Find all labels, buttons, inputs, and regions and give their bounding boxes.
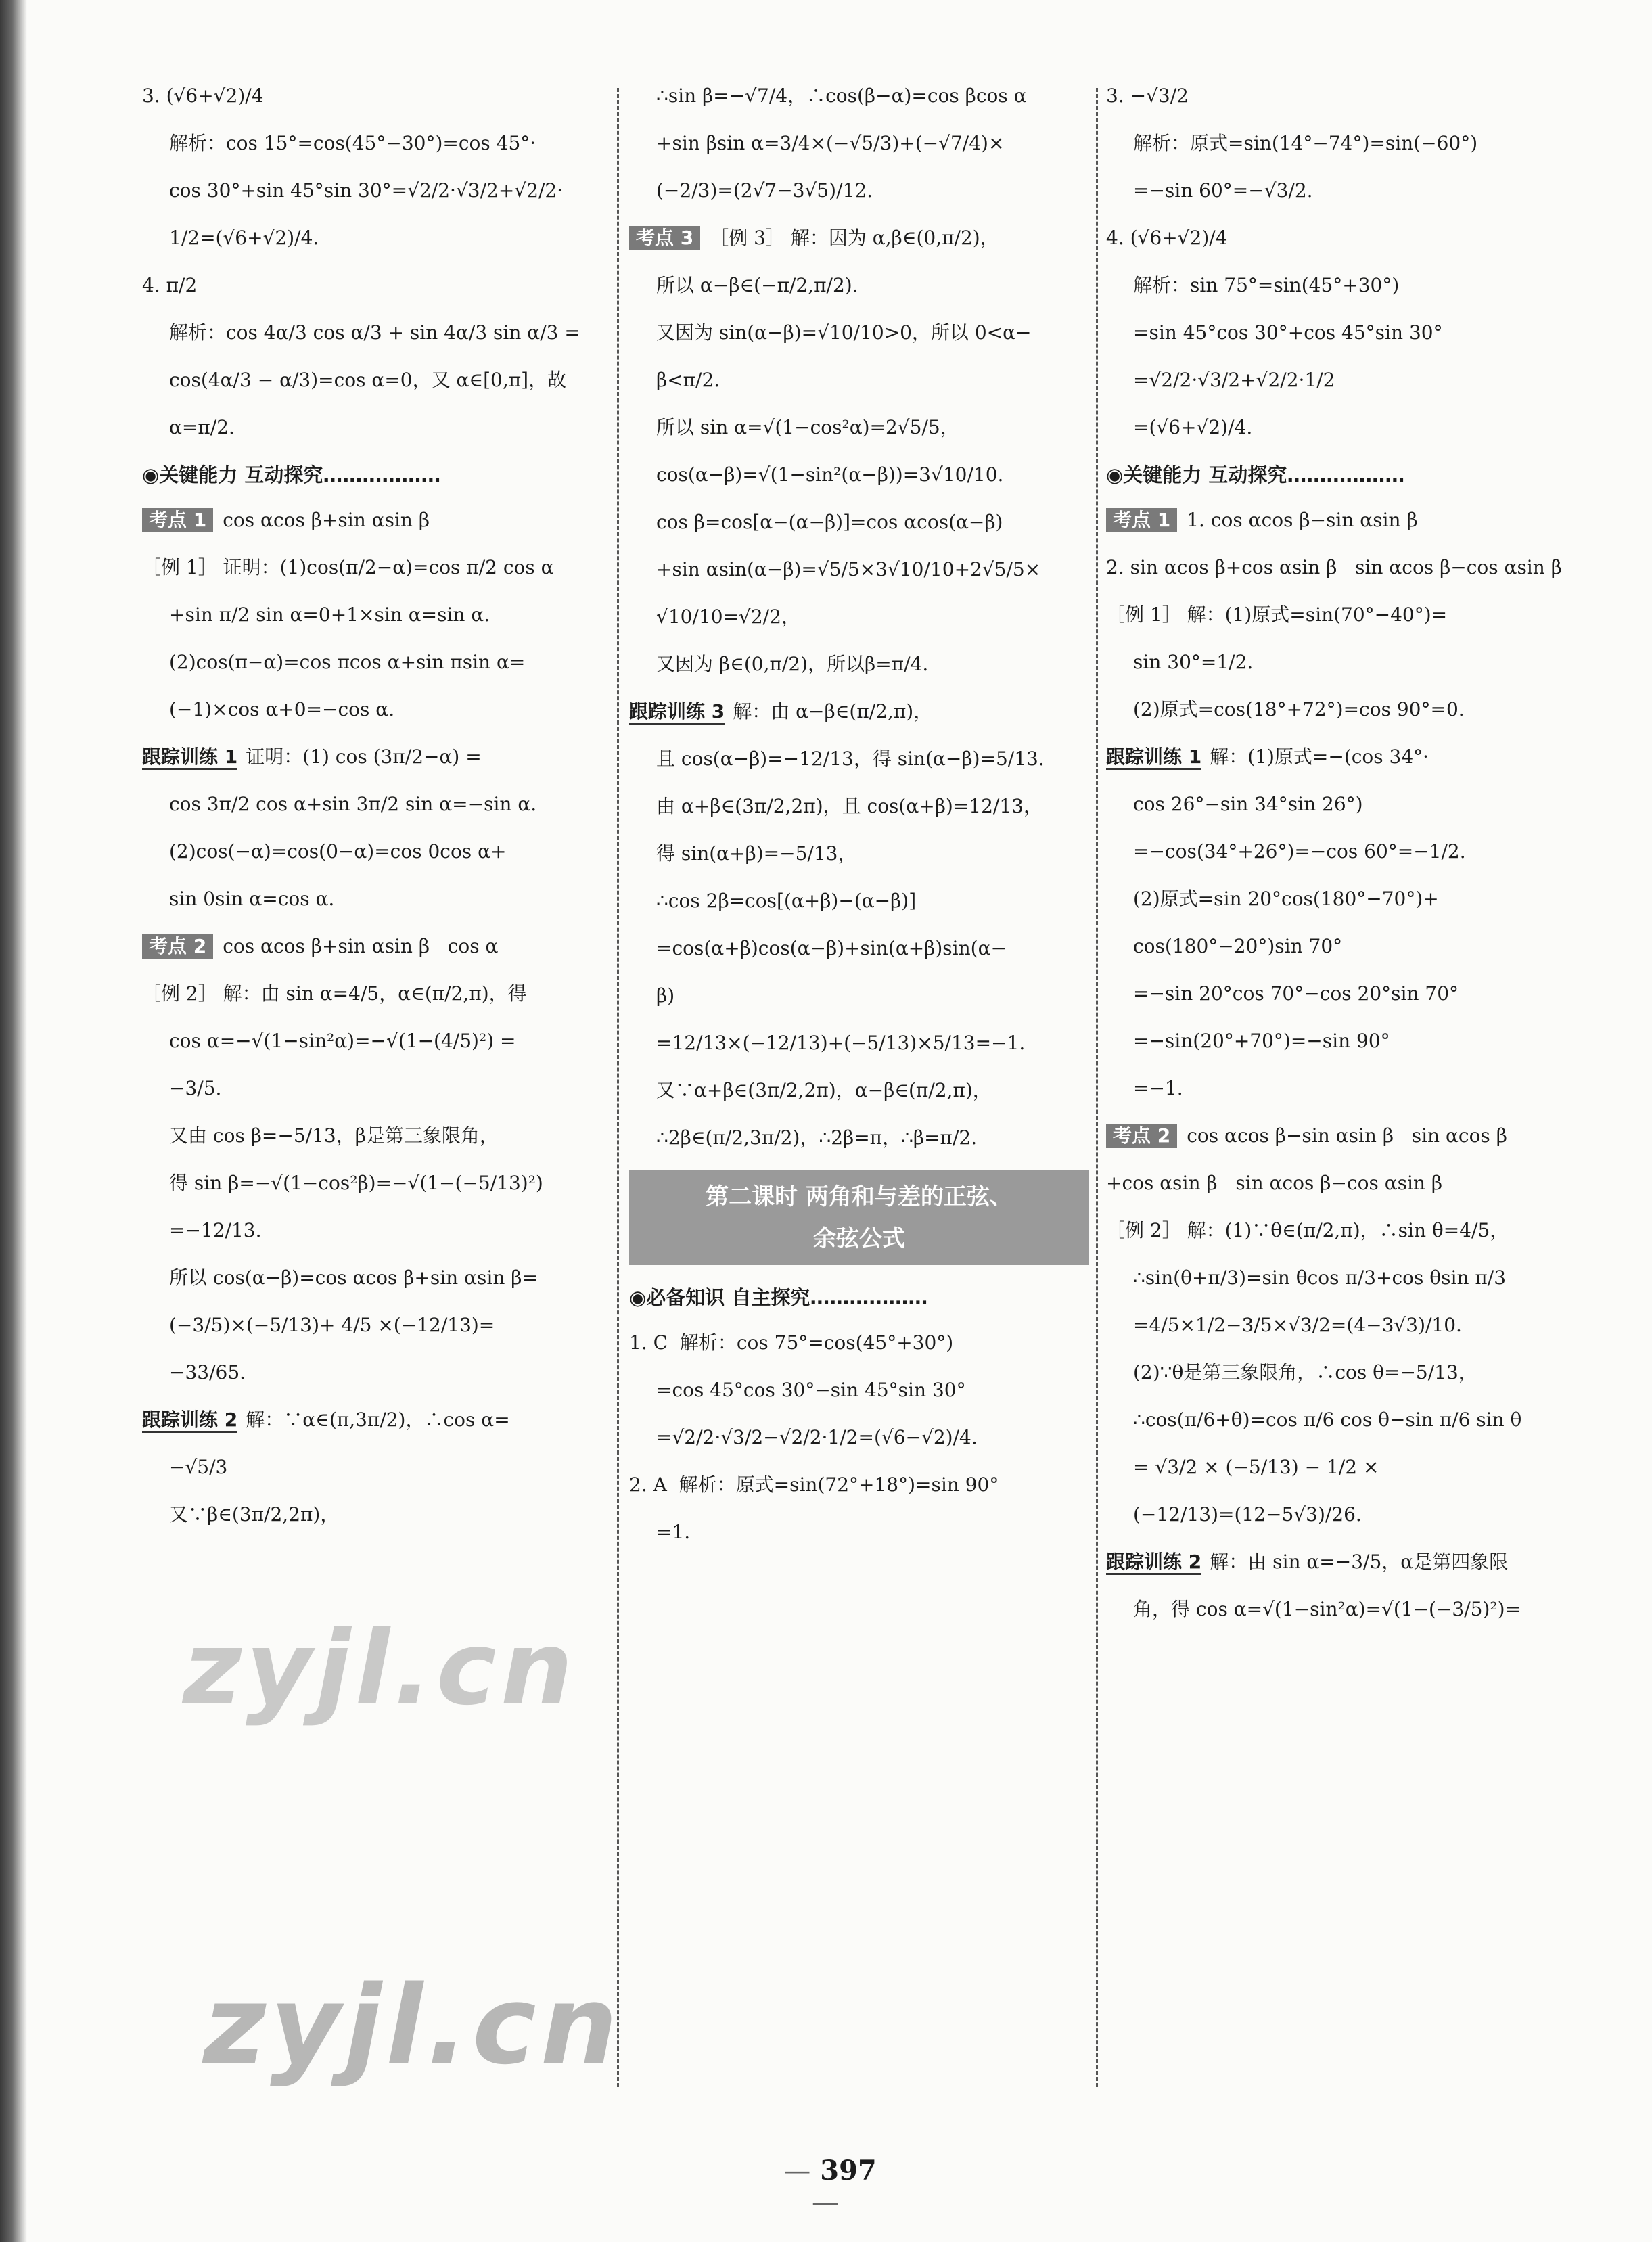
text-line: (2)∵θ是第三象限角，∴cos θ=−5/13， xyxy=(1133,1361,1477,1383)
topic-line xyxy=(142,932,609,961)
text-line: 所以 α−β∈(−π/2,π/2). xyxy=(656,274,858,296)
text-line: 角，得 cos α=√(1−sin²α)=√(1−(−3/5)²)= xyxy=(1133,1598,1521,1620)
text-line: 解析：cos 15°=cos(45°−30°)=cos 45°· xyxy=(169,132,536,154)
text-line: 又因为 sin(α−β)=√10/10>0，所以 0<α− xyxy=(656,321,1032,344)
text-line: 解析：cos 4α/3 cos α/3 + sin 4α/3 sin α/3 = xyxy=(169,321,580,344)
topic-line xyxy=(629,223,1089,253)
text-line: +sin π/2 sin α=0+1×sin α=sin α. xyxy=(169,603,490,626)
text-line: cos(4α/3 − α/3)=cos α=0，又 α∈[0,π]，故 xyxy=(169,369,567,391)
text-line: =12/13×(−12/13)+(−5/13)×5/13=−1. xyxy=(656,1032,1026,1054)
text-line: 1. C 解析：cos 75°=cos(45°+30°) xyxy=(629,1331,954,1354)
text-line: β) xyxy=(656,984,675,1007)
column-divider xyxy=(1096,88,1098,2087)
text-line: =sin 45°cos 30°+cos 45°sin 30° xyxy=(1133,321,1443,344)
text-line: 得 sin β=−√(1−cos²β)=−√(1−(−5/13)²) xyxy=(169,1172,543,1194)
text-line: (2)原式=cos(18°+72°)=cos 90°=0. xyxy=(1133,698,1465,720)
text-line: cos 3π/2 cos α+sin 3π/2 sin α=−sin α. xyxy=(169,793,537,815)
exercise-line xyxy=(142,1405,609,1435)
topic-text: 1. cos αcos β−sin αsin β xyxy=(1187,509,1418,531)
exercise-text: 解：由 α−β∈(π/2,π)， xyxy=(733,700,933,723)
column-right xyxy=(1106,81,1573,2073)
topic-line xyxy=(1106,505,1573,535)
text-line: 3. −√3/2 xyxy=(1106,85,1189,107)
topic-tag: 考点 2 xyxy=(142,934,213,959)
text-line: +sin αsin(α−β)=√5/5×3√10/10+2√5/5× xyxy=(656,558,1041,580)
text-line: ［例 1］ 证明：(1)cos(π/2−α)=cos π/2 cos α xyxy=(142,556,554,578)
column-middle xyxy=(629,81,1089,2073)
section-heading: ◉关键能力 互动探究……………… xyxy=(142,463,441,486)
text-line: 2. sin αcos β+cos αsin β sin αcos β−cos αsin β xyxy=(1106,556,1562,578)
column-left xyxy=(142,81,609,2073)
text-line: =cos 45°cos 30°−sin 45°sin 30° xyxy=(656,1379,966,1401)
text-line: =−sin 60°=−√3/2. xyxy=(1133,179,1313,202)
text-line: (2)原式=sin 20°cos(180°−70°)+ xyxy=(1133,888,1439,910)
text-line: (2)cos(π−α)=cos πcos α+sin πsin α= xyxy=(169,651,526,673)
text-line: −√5/3 xyxy=(169,1456,228,1478)
topic-tag: 考点 1 xyxy=(1106,508,1177,532)
text-line: (−12/13)=(12−5√3)/26. xyxy=(1133,1503,1362,1526)
topic-line xyxy=(1106,1121,1573,1151)
text-line: 又因为 β∈(0,π/2)，所以β=π/4. xyxy=(656,653,929,675)
text-line: =−1. xyxy=(1133,1077,1183,1099)
exercise-label: 跟踪训练 3 xyxy=(629,700,725,725)
text-line: 又∵α+β∈(3π/2,2π)，α−β∈(π/2,π)， xyxy=(656,1079,992,1101)
text-line: 4. π/2 xyxy=(142,274,198,296)
text-line: ∴sin β=−√7/4，∴cos(β−α)=cos βcos α xyxy=(656,85,1027,107)
exercise-label: 跟踪训练 1 xyxy=(142,746,237,770)
text-line: α=π/2. xyxy=(169,416,235,438)
text-line: −33/65. xyxy=(169,1361,246,1383)
text-line: ∴cos(π/6+θ)=cos π/6 cos θ−sin π/6 sin θ xyxy=(1133,1409,1522,1431)
topic-line xyxy=(142,505,609,535)
exercise-text: 解：(1)原式=−(cos 34°· xyxy=(1210,746,1429,768)
column-divider xyxy=(617,88,619,2087)
text-line: cos(α−β)=√(1−sin²(α−β))=3√10/10. xyxy=(656,463,1004,486)
text-line: =1. xyxy=(656,1521,691,1543)
text-line: ∴2β∈(π/2,3π/2)，∴2β=π，∴β=π/2. xyxy=(656,1126,978,1149)
exercise-label: 跟踪训练 2 xyxy=(142,1409,237,1433)
text-line: +cos αsin β sin αcos β−cos αsin β xyxy=(1106,1172,1443,1194)
text-line: cos β=cos[α−(α−β)]=cos αcos(α−β) xyxy=(656,511,1003,533)
text-line: sin 30°=1/2. xyxy=(1133,651,1254,673)
text-line: cos 26°−sin 34°sin 26°) xyxy=(1133,793,1363,815)
text-line: 2. A 解析：原式=sin(72°+18°)=sin 90° xyxy=(629,1473,999,1496)
text-line: 由 α+β∈(3π/2,2π)，且 cos(α+β)=12/13， xyxy=(656,795,1042,817)
exercise-label: 跟踪训练 1 xyxy=(1106,746,1201,770)
text-line: cos 30°+sin 45°sin 30°=√2/2·√3/2+√2/2· xyxy=(169,179,564,202)
watermark: zyjl.cn xyxy=(203,1962,622,2088)
text-line: 且 cos(α−β)=−12/13，得 sin(α−β)=5/13. xyxy=(656,748,1045,770)
section-heading: ◉关键能力 互动探究……………… xyxy=(1106,463,1405,486)
text-line: 又∵β∈(3π/2,2π)， xyxy=(169,1503,340,1526)
text-line: (−2/3)=(2√7−3√5)/12. xyxy=(656,179,873,202)
lesson-title-line: 第二课时 两角和与差的正弦、 xyxy=(706,1183,1013,1210)
text-line: 1/2=(√6+√2)/4. xyxy=(169,227,319,249)
text-line: =√2/2·√3/2−√2/2·1/2=(√6−√2)/4. xyxy=(656,1426,978,1448)
text-line: =4/5×1/2−3/5×√3/2=(4−3√3)/10. xyxy=(1133,1314,1462,1336)
text-line: 又由 cos β=−5/13，β是第三象限角， xyxy=(169,1124,499,1147)
text-line: =−sin 20°cos 70°−cos 20°sin 70° xyxy=(1133,982,1459,1005)
exercise-label: 跟踪训练 2 xyxy=(1106,1551,1201,1575)
text-line: =−12/13. xyxy=(169,1219,262,1241)
text-line: sin 0sin α=cos α. xyxy=(169,888,335,910)
text-line: (−3/5)×(−5/13)+ 4/5 ×(−12/13)= xyxy=(169,1314,495,1336)
text-line: cos α=−√(1−sin²α)=−√(1−(4/5)²) = xyxy=(169,1030,516,1052)
exercise-line xyxy=(142,742,609,772)
text-line: +sin βsin α=3/4×(−√5/3)+(−√7/4)× xyxy=(656,132,1005,154)
text-line: 得 sin(α+β)=−5/13， xyxy=(656,842,857,865)
topic-tag: 考点 3 xyxy=(629,226,700,250)
topic-tag: 考点 1 xyxy=(142,508,213,532)
exercise-line xyxy=(629,697,1089,727)
text-line: √10/10=√2/2， xyxy=(656,605,800,628)
text-line: =(√6+√2)/4. xyxy=(1133,416,1253,438)
text-line: =cos(α+β)cos(α−β)+sin(α+β)sin(α− xyxy=(656,937,1007,959)
topic-text: cos αcos β+sin αsin β xyxy=(223,509,430,531)
text-line: −3/5. xyxy=(169,1077,222,1099)
text-line: 所以 sin α=√(1−cos²α)=2√5/5， xyxy=(656,416,959,438)
exercise-text: 解：由 sin α=−3/5，α是第四象限 xyxy=(1210,1551,1509,1573)
text-line: 所以 cos(α−β)=cos αcos β+sin αsin β= xyxy=(169,1266,538,1289)
text-line: =−cos(34°+26°)=−cos 60°=−1/2. xyxy=(1133,840,1466,863)
text-line: ［例 2］ 解：(1)∵θ∈(π/2,π)，∴sin θ=4/5， xyxy=(1106,1219,1509,1241)
text-line: 解析：原式=sin(14°−74°)=sin(−60°) xyxy=(1133,132,1478,154)
text-line: =−sin(20°+70°)=−sin 90° xyxy=(1133,1030,1390,1052)
text-line: 3. (√6+√2)/4 xyxy=(142,85,264,107)
text-line: =√2/2·√3/2+√2/2·1/2 xyxy=(1133,369,1335,391)
text-line: (−1)×cos α+0=−cos α. xyxy=(169,698,395,720)
text-line: ∴sin(θ+π/3)=sin θcos π/3+cos θsin π/3 xyxy=(1133,1266,1507,1289)
topic-text: cos αcos β−sin αsin β sin αcos β xyxy=(1187,1124,1507,1147)
lesson-title-line: 余弦公式 xyxy=(813,1225,905,1252)
page-number: — 397 — xyxy=(758,2155,893,2218)
text-line: ［例 1］ 解：(1)原式=sin(70°−40°)= xyxy=(1106,603,1448,626)
text-line: (2)cos(−α)=cos(0−α)=cos 0cos α+ xyxy=(169,840,507,863)
lesson-title-banner xyxy=(629,1170,1089,1265)
section-heading: ◉必备知识 自主探究……………… xyxy=(629,1286,928,1309)
exercise-line xyxy=(1106,1547,1573,1577)
text-line: cos(180°−20°)sin 70° xyxy=(1133,935,1343,957)
text-line: 解析：sin 75°=sin(45°+30°) xyxy=(1133,274,1400,296)
text-line: 4. (√6+√2)/4 xyxy=(1106,227,1228,249)
topic-text: cos αcos β+sin αsin β cos α xyxy=(223,935,499,957)
text-line: ∴cos 2β=cos[(α+β)−(α−β)] xyxy=(656,890,917,912)
topic-text: ［例 3］ 解：因为 α,β∈(0,π/2)， xyxy=(710,227,999,249)
text-line: = √3/2 × (−5/13) − 1/2 × xyxy=(1133,1456,1379,1478)
topic-tag: 考点 2 xyxy=(1106,1124,1177,1148)
text-line: β<π/2. xyxy=(656,369,720,391)
exercise-text: 证明：(1) cos (3π/2−α) = xyxy=(246,746,482,768)
text-line: ［例 2］ 解：由 sin α=4/5，α∈(π/2,π)，得 xyxy=(142,982,527,1005)
exercise-text: 解：∵α∈(π,3π/2)，∴cos α= xyxy=(246,1409,510,1431)
exercise-line xyxy=(1106,742,1573,772)
watermark: zyjl.cn xyxy=(183,1610,577,1728)
scan-binding-edge xyxy=(0,0,27,2242)
